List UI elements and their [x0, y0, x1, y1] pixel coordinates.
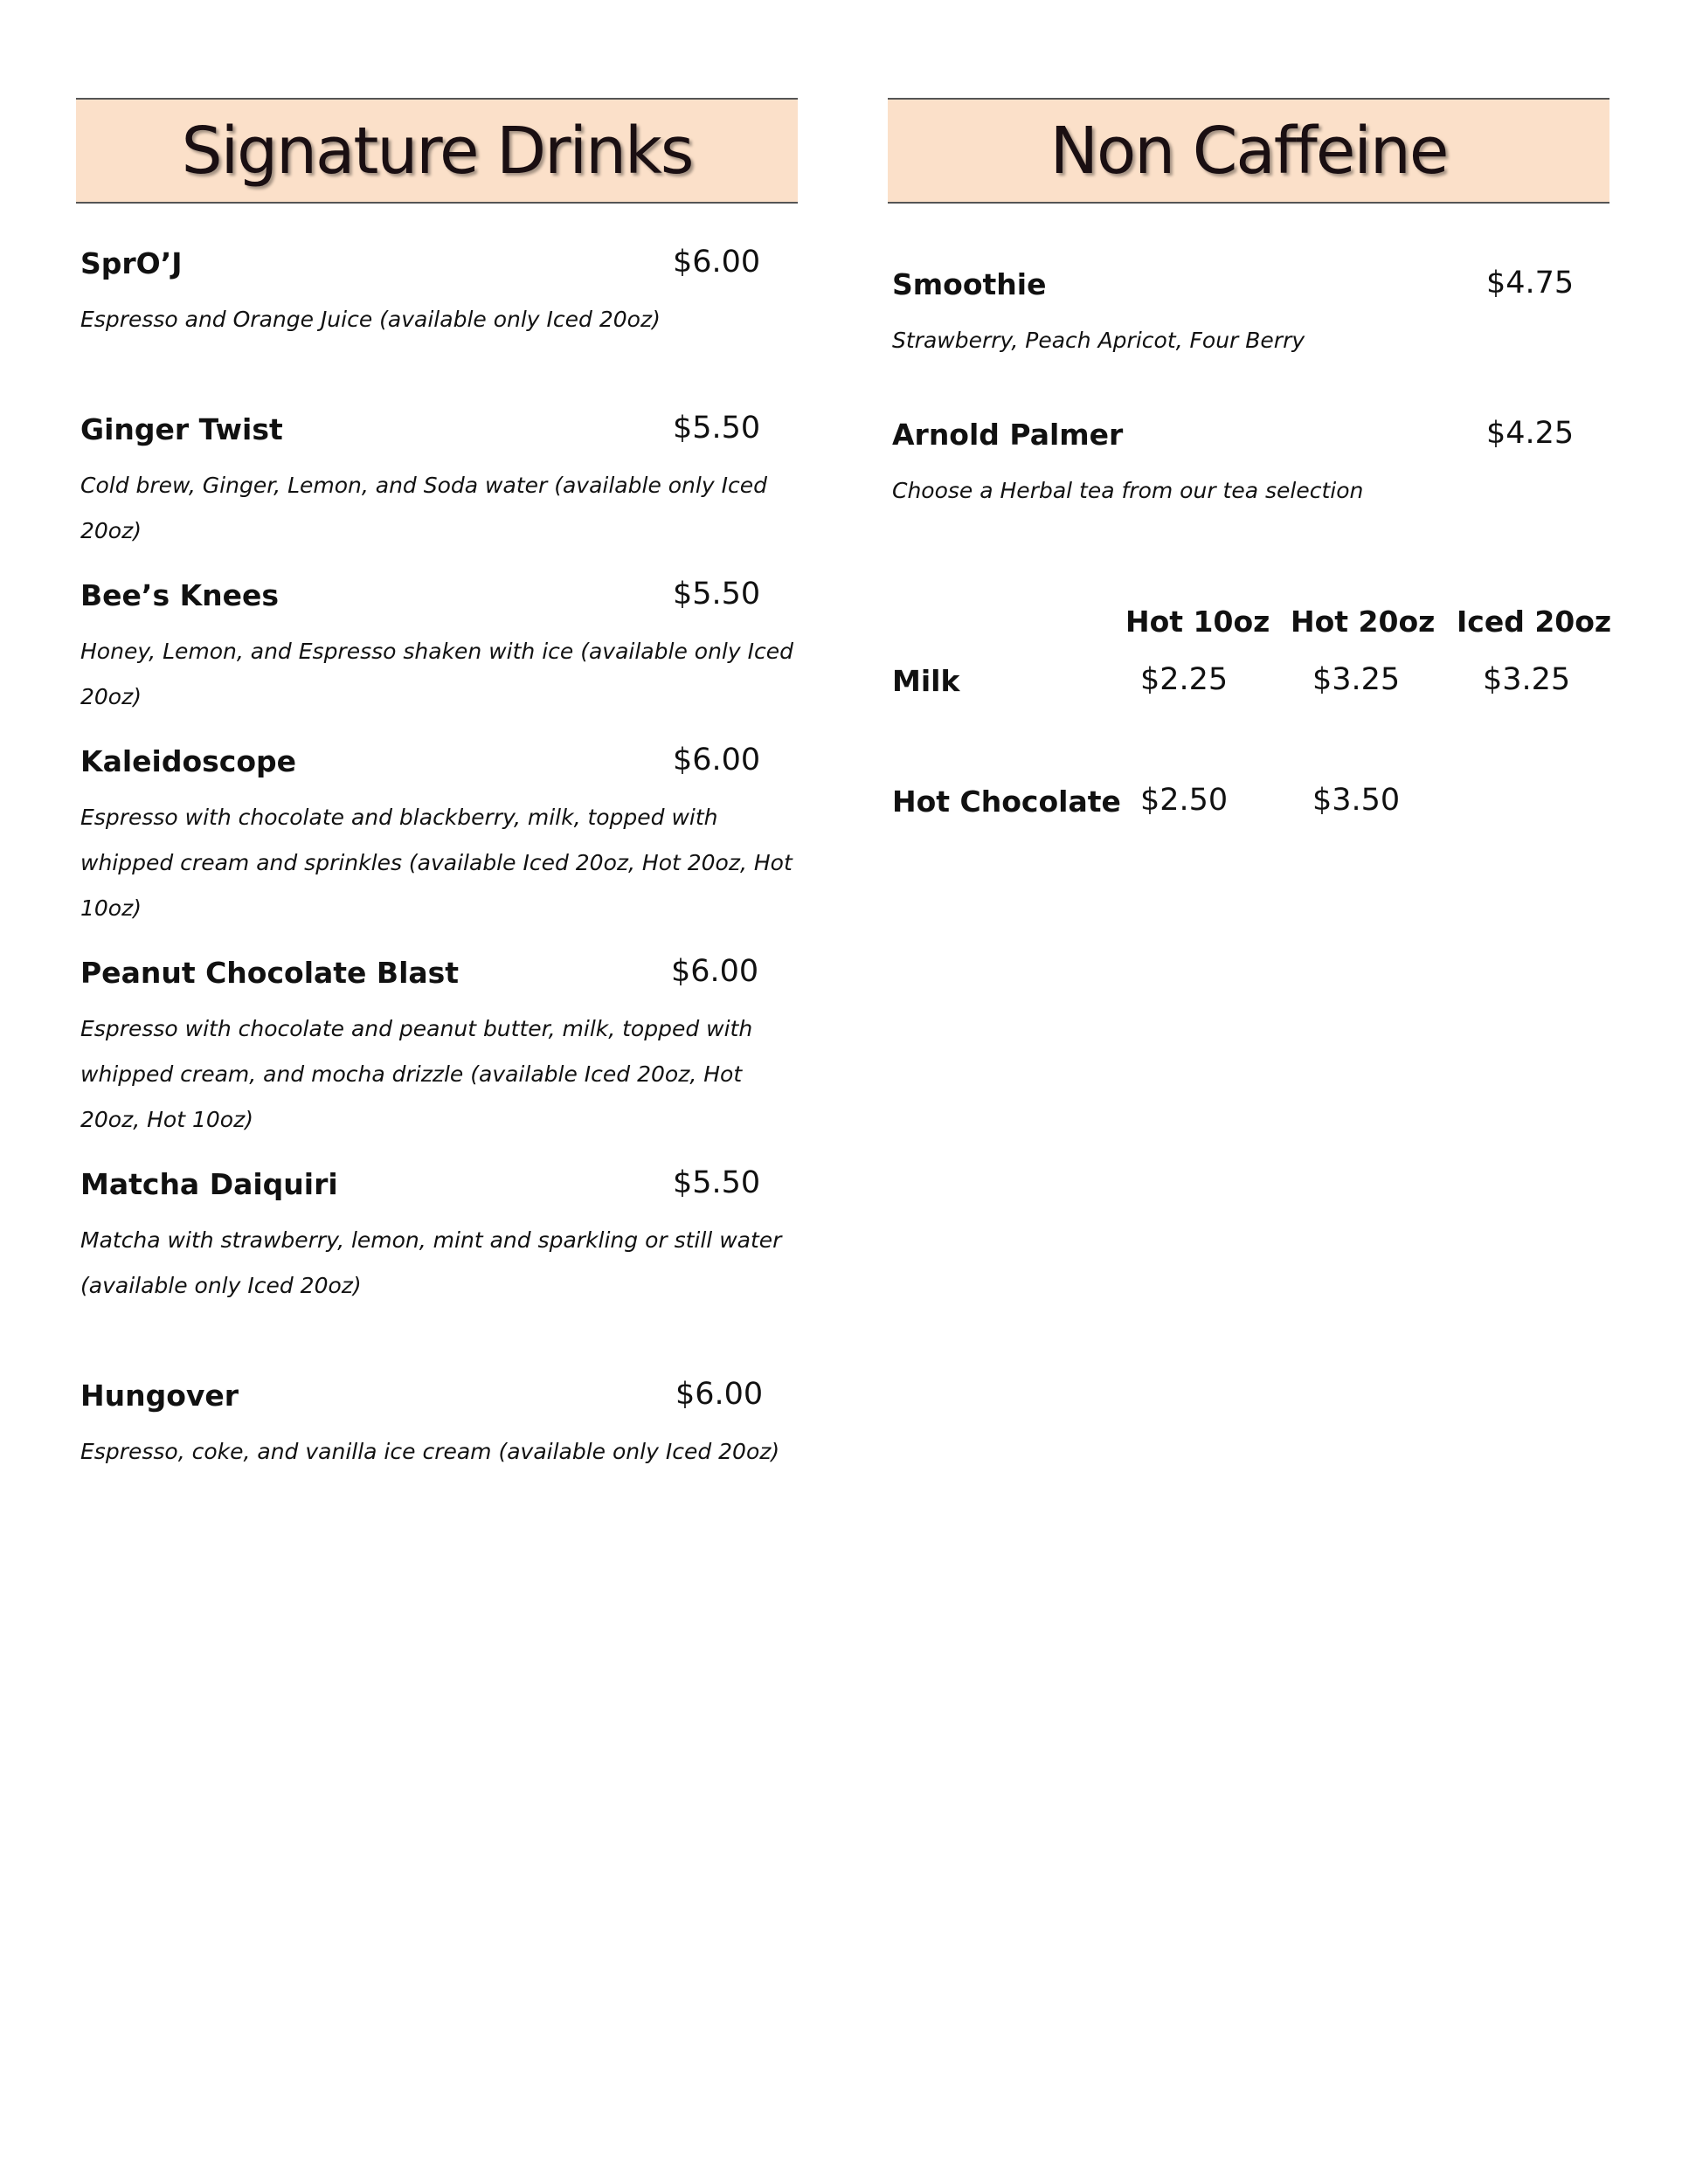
column-header-hot-20oz: Hot 20oz: [1291, 605, 1436, 639]
price-cell: $3.25: [1483, 662, 1571, 697]
item-description: Strawberry, Peach Apricot, Four Berry: [892, 328, 1305, 353]
item-name: Peanut Chocolate Blast: [80, 956, 460, 990]
item-description: Choose a Herbal tea from our tea selection: [892, 478, 1364, 503]
item-name: Ginger Twist: [80, 412, 283, 446]
row-name-hot-chocolate: Hot Chocolate: [892, 784, 1121, 819]
non-caffeine-header: [888, 98, 1609, 204]
item-description: Espresso with chocolate and peanut butter, milk, topped with whipped cream, and mocha drizzle (available Iced 20oz, Hot 20oz, Hot 10oz): [80, 1016, 753, 1132]
item-price: $4.25: [1486, 416, 1575, 451]
item-description: Espresso and Orange Juice (available only Iced 20oz): [80, 307, 661, 332]
item-name: Arnold Palmer: [892, 418, 1124, 452]
item-price: $6.00: [671, 954, 759, 989]
item-name: Bee’s Knees: [80, 578, 280, 612]
signature-drinks-section: [76, 98, 798, 1464]
item-name: Smoothie: [892, 267, 1047, 301]
item-price: $6.00: [675, 1377, 764, 1412]
item-price: $6.00: [673, 743, 761, 778]
item-description: Matcha with strawberry, lemon, mint and sparkling or still water (available only Iced 20oz): [80, 1227, 782, 1298]
price-cell: $3.50: [1312, 783, 1401, 818]
item-name: Kaleidoscope: [80, 744, 297, 778]
row-name-milk: Milk: [892, 664, 960, 698]
item-name: Matcha Daiquiri: [80, 1167, 338, 1201]
item-name: SprO’J: [80, 246, 183, 280]
item-description: Honey, Lemon, and Espresso shaken with ice (available only Iced 20oz): [80, 639, 793, 709]
column-header-iced-20oz: Iced 20oz: [1457, 605, 1612, 639]
price-cell: $2.25: [1140, 662, 1229, 697]
signature-drinks-header: [76, 98, 798, 204]
item-description: Cold brew, Ginger, Lemon, and Soda water (available only Iced 20oz): [80, 473, 767, 543]
column-header-hot-10oz: Hot 10oz: [1125, 605, 1270, 639]
item-name: Hungover: [80, 1379, 239, 1413]
non-caffeine-section: [888, 98, 1612, 819]
price-cell: $2.50: [1140, 783, 1229, 818]
item-price: $5.50: [673, 577, 761, 612]
item-description: Espresso, coke, and vanilla ice cream (available only Iced 20oz): [80, 1439, 780, 1464]
price-cell: $3.25: [1312, 662, 1401, 697]
non-caffeine-title: Non Caffeine: [1049, 113, 1448, 189]
size-price-table: [892, 605, 1612, 832]
item-price: $4.75: [1486, 266, 1575, 301]
signature-drinks-title: Signature Drinks: [181, 113, 693, 189]
item-price: $6.00: [673, 245, 761, 280]
item-price: $5.50: [673, 411, 761, 446]
item-price: $5.50: [673, 1165, 761, 1200]
item-description: Espresso with chocolate and blackberry, milk, topped with whipped cream and sprinkles (available Iced 20oz, Hot 20oz, Hot 10oz): [80, 805, 793, 921]
